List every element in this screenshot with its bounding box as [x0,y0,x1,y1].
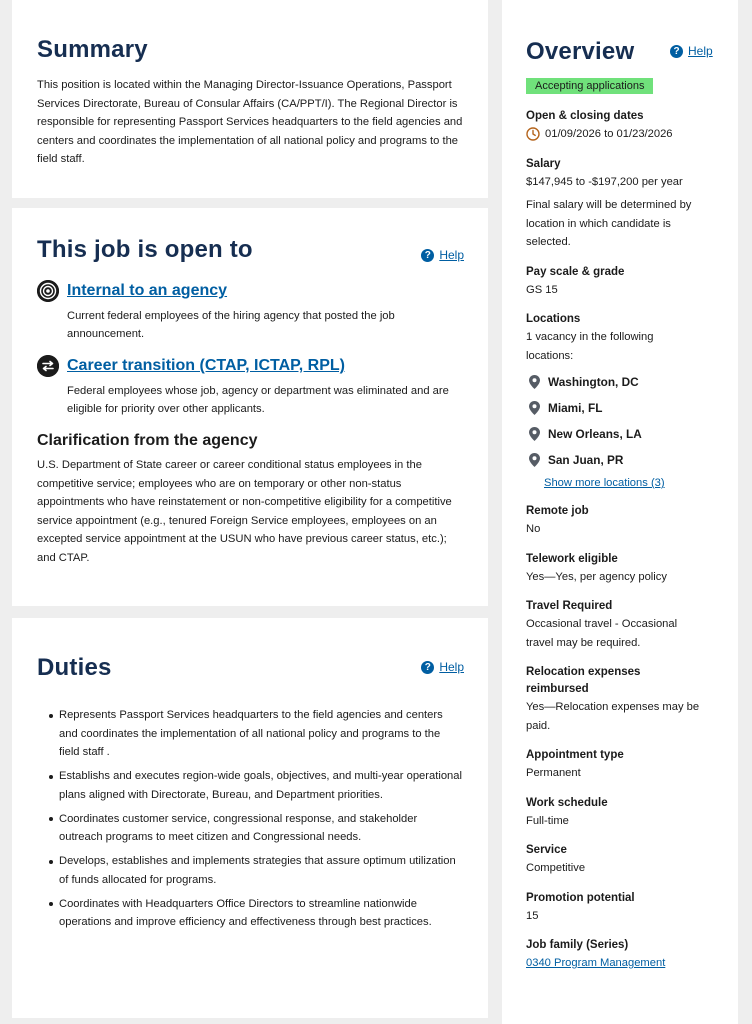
summary-text: This position is located within the Managing Director-Issuance Operations, Passport Services Directorate, Bureau of Consular Affairs (CA/PPT/I). The Regional Director is responsible for representing Passport Services headquarters to the field agencies and centers and coordinates the implementation of all national policy and programs to the field staff. [37,79,463,165]
pay-value: GS 15 [526,283,558,296]
career-transition-link[interactable]: Career transition (CTAP, ICTAP, RPL) [67,357,345,374]
help-icon: ? [421,661,434,674]
job-family-section [526,937,738,973]
remote-label: Remote job [526,505,589,517]
duty-item: Develops, establishes and implements strategies that assure optimum utilization of funds allocated for programs. [37,852,463,889]
dates-row [526,125,738,144]
career-transition-desc: Federal employees whose job, agency or department was eliminated and are eligible for priority over other applicants. [67,385,449,415]
appointment-section [526,747,738,783]
duties-card [12,618,488,1018]
open-to-title: This job is open to [37,236,253,263]
salary-section [526,156,738,252]
service-value: Competitive [526,862,586,874]
status-badge: Accepting applications [526,78,653,94]
duty-item: Coordinates with Headquarters Office Directors to streamline nationwide operations and improve efficiency and effectiveness through best practices. [37,895,463,932]
travel-label: Travel Required [526,600,613,612]
target-icon [37,280,59,302]
audience-internal [37,280,463,343]
salary-note: Final salary will be determined by location in which candidate is selected. [526,199,692,248]
telework-label: Telework eligible [526,552,618,565]
overview-card [502,0,738,1024]
remote-section [526,503,738,539]
clarification-title: Clarification from the agency [37,432,258,449]
pay-section [526,264,738,300]
job-family-label: Job family (Series) [526,939,629,951]
clock-icon [526,127,540,141]
help-label: Help [439,248,464,262]
dates-section [526,108,738,144]
open-to-help-link[interactable] [421,248,464,262]
dates-value: 01/09/2026 to 01/23/2026 [545,128,673,140]
schedule-value: Full-time [526,814,569,827]
duties-title: Duties [37,654,112,681]
schedule-label: Work schedule [526,796,608,809]
location-item [529,369,738,395]
open-to-card [12,208,488,606]
help-icon: ? [421,249,434,262]
overview-help-link[interactable] [670,44,713,58]
help-icon: ? [670,45,683,58]
pay-label: Pay scale & grade [526,265,625,278]
job-family-link[interactable]: 0340 Program Management [526,957,666,969]
duties-help-link[interactable] [421,660,464,674]
dates-label: Open & closing dates [526,110,644,122]
locations-intro: 1 vacancy in the following locations: [526,331,654,362]
relocation-value: Yes—Relocation expenses may be paid. [526,701,700,732]
internal-agency-link[interactable]: Internal to an agency [67,282,228,299]
service-label: Service [526,844,567,856]
help-label: Help [688,44,713,58]
overview-title: Overview [526,38,635,65]
travel-section [526,598,738,652]
duties-list [37,706,463,932]
remote-value: No [526,523,541,535]
salary-label: Salary [526,157,561,170]
location-pin-icon [529,427,540,441]
audience-career-transition [37,355,463,418]
salary-value: $147,945 to -$197,200 per year [526,175,683,188]
location-name: Washington, DC [548,375,639,389]
location-name: Miami, FL [548,401,603,415]
location-pin-icon [529,401,540,415]
locations-label: Locations [526,313,581,325]
duty-item: Establishs and executes region-wide goals, objectives, and multi-year operational plans aligned with Directorate, Bureau, and Department priorities. [37,767,463,804]
relocation-label: Relocation expenses reimbursed [526,666,641,695]
telework-section [526,551,738,587]
summary-title: Summary [37,36,148,63]
internal-agency-desc: Current federal employees of the hiring agency that posted the job announcement. [67,310,395,340]
telework-value: Yes—Yes, per agency policy [526,570,667,583]
promotion-value: 15 [526,909,539,922]
location-name: New Orleans, LA [548,427,642,441]
relocation-section [526,664,738,735]
location-pin-icon [529,453,540,467]
summary-card [12,0,488,198]
promotion-section [526,890,738,926]
service-section [526,842,738,878]
clarification-text: U.S. Department of State career or career conditional status employees in the competitive service; employees who are on temporary or other non-status appointments who have reinstatement or non-competitive eligibility for a competitive service appointment (e.g., tenured Foreign Service employees, employees on an excepted service appointment at the USUN who have previous career status, etc.); and CTAP. [37,459,452,564]
location-pin-icon [529,375,540,389]
duty-item: Coordinates customer service, congressional response, and stakeholder outreach programs to meet citizen and Congressional needs. [37,810,463,847]
duty-item: Represents Passport Services headquarters to the field agencies and centers and coordinates the implementation of all national policy and programs to the field staff . [37,706,463,762]
location-name: San Juan, PR [548,453,624,467]
appointment-label: Appointment type [526,749,624,761]
location-item [529,421,738,447]
locations-list [526,369,738,473]
travel-value: Occasional travel - Occasional travel may be required. [526,618,678,649]
location-item [529,447,738,473]
show-more-locations-link[interactable]: Show more locations (3) [544,477,665,489]
schedule-section [526,795,738,831]
locations-section [526,311,738,489]
help-label: Help [439,660,464,674]
location-item [529,395,738,421]
appointment-value: Permanent [526,767,581,779]
transfer-icon [37,355,59,377]
promotion-label: Promotion potential [526,891,635,904]
